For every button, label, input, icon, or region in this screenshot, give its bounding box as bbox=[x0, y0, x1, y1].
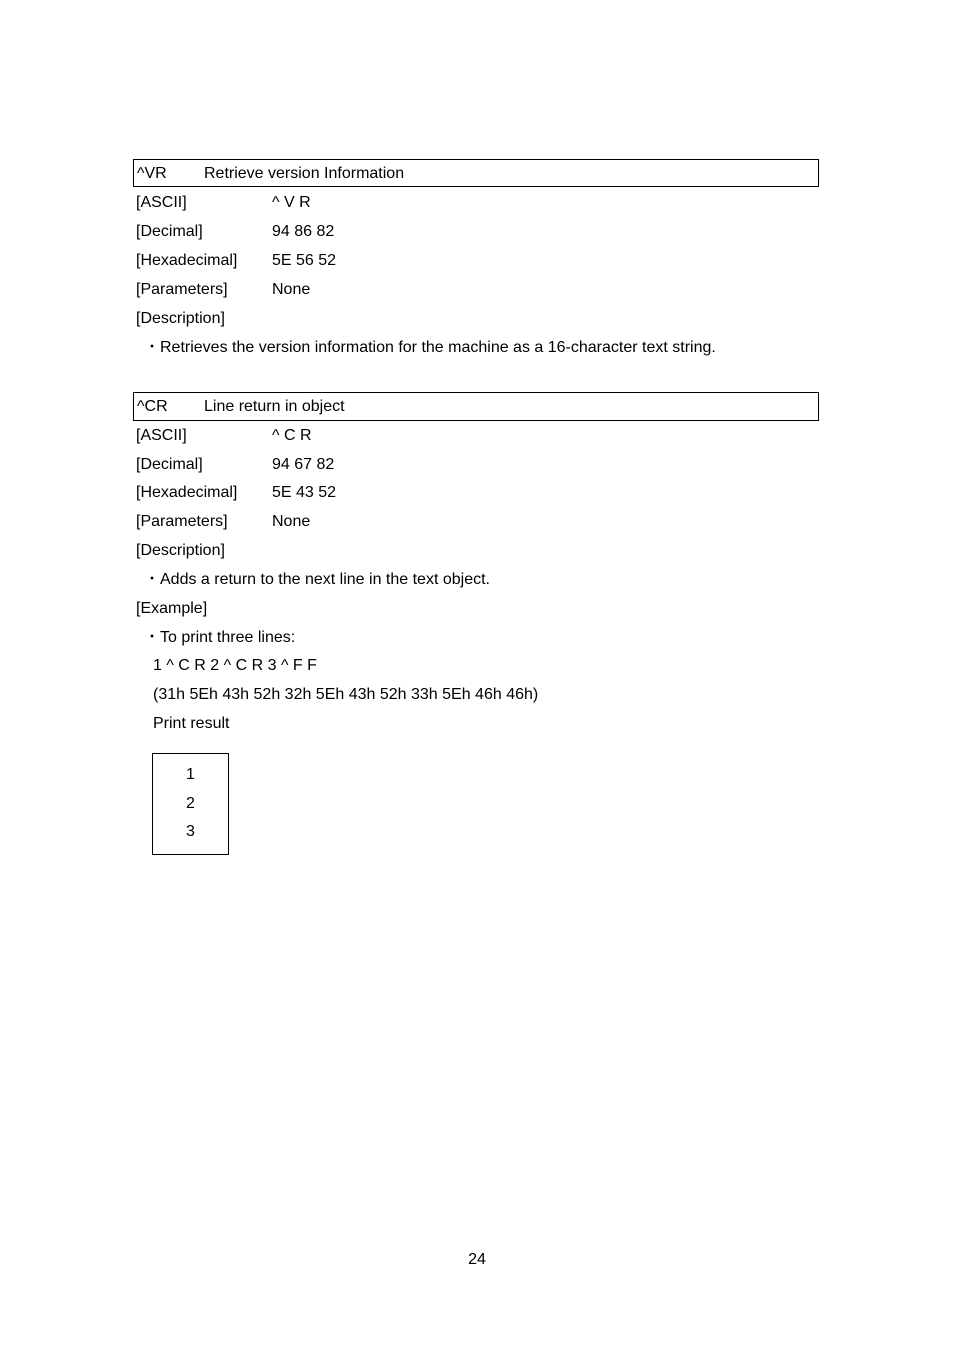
decimal-label: [Decimal] bbox=[136, 456, 203, 473]
description-text: ・Retrieves the version information for the machine as a 16-character text string. bbox=[144, 339, 716, 356]
parameters-label: [Parameters] bbox=[136, 281, 228, 298]
command-code: ^CR bbox=[137, 398, 168, 415]
hex-label: [Hexadecimal] bbox=[136, 252, 238, 269]
decimal-value: 94 67 82 bbox=[272, 456, 335, 473]
ascii-value: ^ C R bbox=[272, 427, 312, 444]
command-header-vr bbox=[133, 159, 819, 187]
print-result-box bbox=[152, 753, 229, 855]
decimal-value: 94 86 82 bbox=[272, 223, 335, 240]
page-number: 24 bbox=[468, 1251, 486, 1268]
print-result-label: Print result bbox=[153, 715, 230, 732]
command-header-cr bbox=[133, 392, 819, 421]
example-label: [Example] bbox=[136, 600, 208, 617]
parameters-label: [Parameters] bbox=[136, 513, 228, 530]
ascii-label: [ASCII] bbox=[136, 194, 187, 211]
example-command: 1 ^ C R 2 ^ C R 3 ^ F F bbox=[153, 657, 317, 674]
hex-value: 5E 56 52 bbox=[272, 252, 337, 269]
hex-value: 5E 43 52 bbox=[272, 484, 337, 501]
print-result-line: 3 bbox=[186, 823, 195, 840]
print-result-line: 2 bbox=[186, 795, 195, 812]
example-intro: ・To print three lines: bbox=[144, 629, 296, 646]
parameters-value: None bbox=[272, 281, 311, 298]
ascii-label: [ASCII] bbox=[136, 427, 187, 444]
decimal-label: [Decimal] bbox=[136, 223, 203, 240]
command-code: ^VR bbox=[137, 165, 167, 182]
print-result-line: 1 bbox=[186, 766, 195, 783]
description-text: ・Adds a return to the next line in the text object. bbox=[144, 571, 490, 588]
example-hex: (31h 5Eh 43h 52h 32h 5Eh 43h 52h 33h 5Eh 46h 46h) bbox=[153, 686, 539, 703]
description-label: [Description] bbox=[136, 542, 225, 559]
ascii-value: ^ V R bbox=[272, 194, 311, 211]
command-title: Retrieve version Information bbox=[204, 165, 405, 182]
command-title: Line return in object bbox=[204, 398, 345, 415]
parameters-value: None bbox=[272, 513, 311, 530]
hex-label: [Hexadecimal] bbox=[136, 484, 238, 501]
description-label: [Description] bbox=[136, 310, 225, 327]
